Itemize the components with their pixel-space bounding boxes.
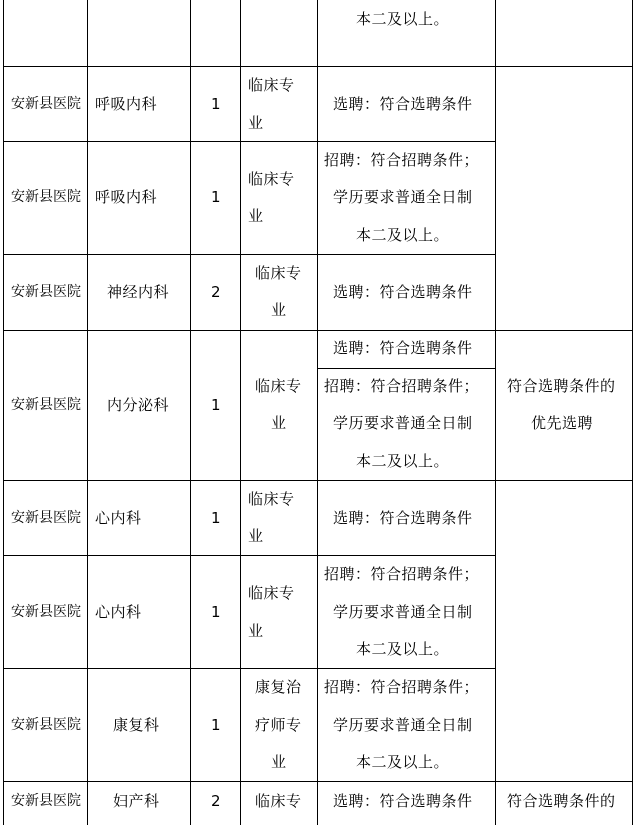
department-cell: 心内科	[95, 509, 142, 527]
grid-line	[495, 0, 496, 825]
requirement-text: 学历要求普通全日制	[333, 603, 473, 621]
major-cell: 临床专	[255, 264, 302, 282]
department-cell: 呼吸内科	[95, 95, 158, 113]
grid-line	[632, 0, 633, 825]
major-cell: 业	[248, 622, 264, 640]
grid-line	[3, 0, 4, 825]
hospital-cell: 安新县医院	[11, 793, 81, 809]
hospital-cell: 安新县医院	[11, 96, 81, 112]
grid-line	[3, 668, 496, 669]
grid-line	[317, 368, 496, 369]
major-cell: 临床专	[248, 170, 295, 188]
major-cell: 临床专	[255, 377, 302, 395]
requirement-text: 学历要求普通全日制	[333, 188, 473, 206]
count-cell: 1	[211, 603, 222, 621]
note-text: 优先选聘	[531, 414, 594, 432]
requirement-text: 选聘：符合选聘条件	[333, 283, 473, 301]
grid-line	[3, 141, 496, 142]
major-cell: 业	[271, 414, 287, 432]
department-cell: 内分泌科	[107, 396, 170, 414]
hospital-cell: 安新县医院	[11, 189, 81, 205]
department-cell: 心内科	[95, 603, 142, 621]
count-cell: 1	[211, 188, 222, 206]
count-cell: 1	[211, 396, 222, 414]
major-cell: 疗师专	[255, 716, 302, 734]
grid-line	[3, 66, 633, 67]
department-cell: 神经内科	[107, 283, 170, 301]
major-cell: 临床专	[248, 76, 295, 94]
hospital-cell: 安新县医院	[11, 717, 81, 733]
count-cell: 2	[211, 283, 222, 301]
hospital-cell: 安新县医院	[11, 604, 81, 620]
major-cell: 康复治	[255, 678, 302, 696]
major-cell: 业	[248, 207, 264, 225]
requirement-text: 本二及以上。	[356, 226, 450, 244]
count-cell: 2	[211, 792, 222, 810]
requirement-text: 选聘：符合选聘条件	[333, 509, 473, 527]
hospital-cell: 安新县医院	[11, 397, 81, 413]
grid-line	[190, 0, 191, 825]
department-cell: 妇产科	[113, 792, 160, 810]
note-text: 符合选聘条件的	[507, 377, 616, 395]
grid-line	[3, 330, 633, 331]
major-cell: 临床专	[248, 584, 295, 602]
hospital-cell: 安新县医院	[11, 284, 81, 300]
major-cell: 临床专	[248, 490, 295, 508]
major-cell: 临床专	[255, 792, 302, 810]
grid-line	[3, 555, 496, 556]
requirement-text: 招聘：符合招聘条件；	[324, 377, 480, 395]
requirement-text: 招聘：符合招聘条件；	[324, 678, 480, 696]
requirement-text: 选聘：符合选聘条件	[333, 792, 473, 810]
requirement-text: 招聘：符合招聘条件；	[324, 151, 480, 169]
grid-line	[3, 480, 633, 481]
requirement-text: 本二及以上。	[356, 753, 450, 771]
note-text: 符合选聘条件的	[507, 792, 616, 810]
requirement-text: 学历要求普通全日制	[333, 414, 473, 432]
requirement-text: 学历要求普通全日制	[333, 716, 473, 734]
department-cell: 呼吸内科	[95, 188, 158, 206]
department-cell: 康复科	[113, 716, 160, 734]
major-cell: 业	[248, 527, 264, 545]
grid-line	[3, 254, 496, 255]
requirement-text: 招聘：符合招聘条件；	[324, 565, 480, 583]
grid-line	[87, 0, 88, 825]
count-cell: 1	[211, 95, 222, 113]
hospital-cell: 安新县医院	[11, 510, 81, 526]
major-cell: 业	[271, 753, 287, 771]
requirement-text: 本二及以上。	[356, 452, 450, 470]
requirement-text: 选聘：符合选聘条件	[333, 95, 473, 113]
count-cell: 1	[211, 716, 222, 734]
requirement-text: 本二及以上。	[356, 10, 450, 28]
count-cell: 1	[211, 509, 222, 527]
grid-line	[3, 781, 633, 782]
grid-line	[240, 0, 241, 825]
grid-line	[317, 0, 318, 825]
requirement-text: 选聘：符合选聘条件	[333, 339, 473, 357]
major-cell: 业	[271, 301, 287, 319]
major-cell: 业	[248, 114, 264, 132]
requirement-text: 本二及以上。	[356, 640, 450, 658]
